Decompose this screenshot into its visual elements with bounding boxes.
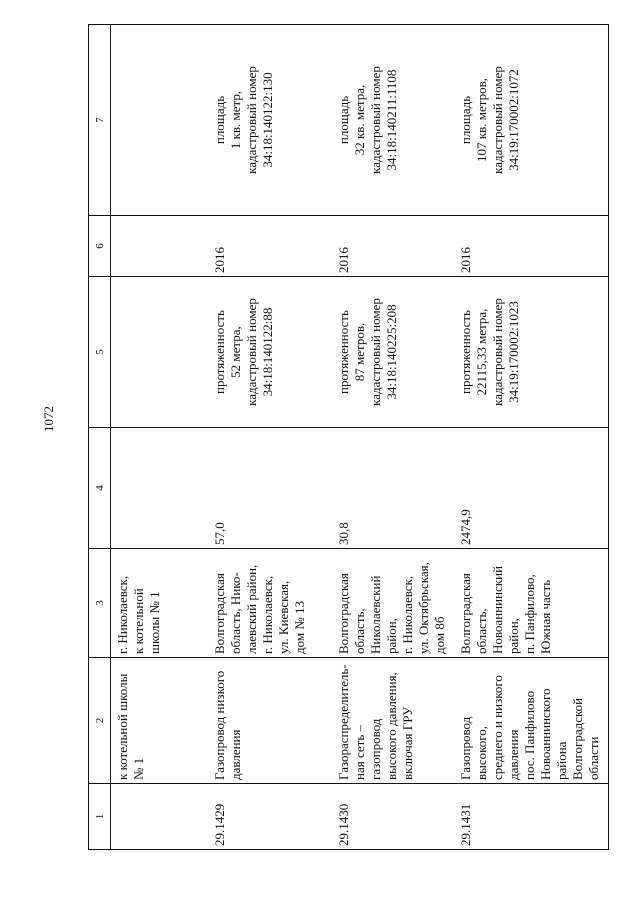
cell-land-info: площадь 1 кв. метр, кадастровый номер 34:18:140122:130: [208, 25, 332, 216]
cell-number: 29.1431: [454, 784, 609, 850]
cell-value: 30,8: [332, 428, 454, 549]
cell-value: 2474,9: [454, 428, 609, 549]
cell-land-info: площадь 107 кв. метров, кадастровый номер 34:19:170002:1072: [454, 25, 609, 216]
header-col-2: 2: [89, 658, 111, 784]
header-row: [89, 25, 111, 850]
cell-value: [111, 428, 209, 549]
header-col-4: 4: [89, 428, 111, 549]
cell-length: протяженность 22115,33 метра, кадастровый номер 34:19:170002:1023: [454, 277, 609, 428]
cell-object-name: к котельной школы № 1: [111, 658, 209, 784]
page-number: 1072: [41, 406, 56, 432]
header-col-5: 5: [89, 277, 111, 428]
cell-land-info: площадь 32 кв. метра, кадастровый номер 34:18:140211:1108: [332, 25, 454, 216]
registry-table: [88, 24, 609, 850]
cell-number: 29.1429: [208, 784, 332, 850]
cell-number: [111, 784, 209, 850]
cell-year: 2016: [332, 216, 454, 277]
table-row: [332, 25, 454, 850]
cell-year: [111, 216, 209, 277]
header-col-3: 3: [89, 549, 111, 658]
header-col-1: 1: [89, 784, 111, 850]
cell-object-name: Газораспределитель- ная сеть – газопровод высокого давления, включая ГРУ: [332, 658, 454, 784]
table-row: [454, 25, 609, 850]
cell-length: [111, 277, 209, 428]
cell-location: Волгоградская область, Нико- лаевский район, г. Николаевск, ул. Киевская, дом № 13: [208, 549, 332, 658]
cell-location: г. Николаевск, к котельной школы № 1: [111, 549, 209, 658]
cell-number: 29.1430: [332, 784, 454, 850]
cell-object-name: Газопровод низкого давления: [208, 658, 332, 784]
rotated-table-wrapper: [88, 32, 618, 850]
table-row: [208, 25, 332, 850]
header-col-7: 7: [89, 25, 111, 216]
cell-length: протяженность 87 метров, кадастровый номер 34:18:140225:208: [332, 277, 454, 428]
cell-year: 2016: [208, 216, 332, 277]
cell-length: протяженность 52 метра, кадастровый номер 34:18:140122:88: [208, 277, 332, 428]
cell-land-info: [111, 25, 209, 216]
cell-value: 57,0: [208, 428, 332, 549]
table-row: [111, 25, 209, 850]
cell-location: Волгоградская область, Новоаннинский район, п. Панфилово, Южная часть: [454, 549, 609, 658]
cell-object-name: Газопровод высокого, среднего и низкого давления пос. Панфилово Новоаннинского района Волгоградской области: [454, 658, 609, 784]
header-col-6: 6: [89, 216, 111, 277]
cell-location: Волгоградская область, Николаевский район, г. Николаевск, ул. Октябрьская, дом 8б: [332, 549, 454, 658]
cell-year: 2016: [454, 216, 609, 277]
